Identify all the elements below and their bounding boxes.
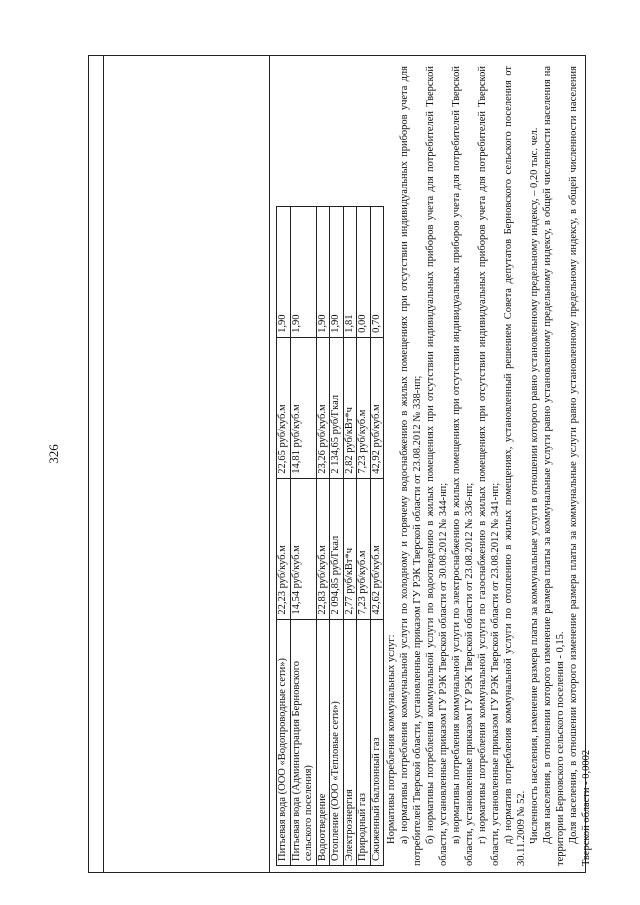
page-number: 326	[46, 444, 61, 464]
tariff-new: 23,26 руб/куб.м	[316, 337, 330, 478]
tariff-current: 22,83 руб/куб.м	[316, 478, 330, 619]
norm-paragraph-v: в) нормативы потребления коммунальной услуги по электроснабжению в жилых помещениях при отсутствии индивидуальных приборов учета для потребителей Тверской области, установленные приказом ГУ РЭК Тверской области от 23.08.2012 № 336-нп;	[451, 66, 475, 866]
service-name: Питьевая вода (ООО «Водопроводные сети»)	[277, 619, 291, 865]
service-name: Сжиженный баллонный газ	[370, 619, 384, 865]
service-name: Водоотведение	[316, 619, 330, 865]
frame-divider	[103, 56, 104, 872]
tariff-index: 1,90	[316, 207, 330, 338]
table-row	[316, 207, 330, 866]
tariff-current: 7,23 руб/куб.м	[357, 478, 371, 619]
service-name: Питьевая вода (Администрация Берновского сельского поселения)	[290, 619, 316, 865]
norms-intro: Нормативы потребления коммунальных услуг:	[386, 634, 397, 844]
tariff-current: 2,77 руб/кВт*ч	[343, 478, 357, 619]
rotated-content-area	[270, 60, 592, 870]
table-row	[343, 207, 357, 866]
norm-paragraph-g: г) нормативы потребления коммунальной услуги по газоснабжению в жилых помещениях при отсутствии индивидуальных приборов учета для потребителей Тверской области, установленные приказом ГУ РЭК Тверской области от 23.08.2012 № 341-нп;	[477, 66, 501, 866]
tariff-current: 2 094,85 руб/Гкал	[330, 478, 344, 619]
tariff-index: 0,70	[370, 207, 384, 338]
service-name: Электроэнергия	[343, 619, 357, 865]
norm-paragraph-a: а) нормативы потребления коммунальной услуги по холодному и горячему водоснабжению в жилых помещениях при отсутствии индивидуальных приборов учета для потребителей Тверской области, установленные приказом ГУ РЭК Тверской области от 23.08.2012 № 338-нп;	[399, 66, 423, 866]
share-region-paragraph: Доля населения, в отношении которого изменение размера платы за коммунальные услуги равно установленному предельному индексу, в общей численности населения Тверской области - 0,0002	[568, 66, 592, 866]
tariff-current: 42,62 руб/куб.м	[370, 478, 384, 619]
tariff-new: 7,23 руб/куб.м	[357, 337, 371, 478]
tariff-index: 0,00	[357, 207, 371, 338]
norm-paragraph-d: д) норматив потребления коммунальной услуги по отоплению в жилых помещениях, установленный решением Совета депутатов Берновского сельского поселения от 30.11.2009 № 52.	[503, 66, 527, 866]
tariff-current: 14,54 руб/куб.м	[290, 478, 316, 619]
tariff-new: 42,92 руб/куб.м	[370, 337, 384, 478]
service-name: Природный газ	[357, 619, 371, 865]
tariff-index: 1,81	[343, 207, 357, 338]
service-name: Отопление (ООО «Тепловые сети»)	[330, 619, 344, 865]
table-row	[370, 207, 384, 866]
population-paragraph: Численность населения, изменение размера платы за коммунальные услуги в отношении которого равно установленному предельному индексу, – 0,20 тыс. чел.	[529, 127, 540, 844]
document-content	[270, 60, 592, 870]
norm-paragraph-b: б) нормативы потребления коммунальной услуги по водоотведению в жилых помещениях при отсутствии индивидуальных приборов учета для потребителей Тверской области, установленные приказом ГУ РЭК Тверской области от 30.08.2012 № 344-нп;	[425, 66, 449, 866]
tariff-index: 1,90	[330, 207, 344, 338]
tariff-current: 22,23 руб/куб.м	[277, 478, 291, 619]
tariff-index: 1,90	[277, 207, 291, 338]
tariff-new: 22,65 руб/куб.м	[277, 337, 291, 478]
table-row	[330, 207, 344, 866]
tariff-new: 14,81 руб/куб.м	[290, 337, 316, 478]
share-local-paragraph: Доля населения, в отношении которого изменение размера платы за коммунальные услуги равно установленному предельному индексу, в общей численности населения на территории Берновского сельского поселения - 0,15.	[542, 66, 566, 866]
tariff-new: 2,82 руб/кВт*ч	[343, 337, 357, 478]
tariff-new: 2 134,65 руб/Гкал	[330, 337, 344, 478]
table-row	[290, 207, 316, 866]
table-row	[357, 207, 371, 866]
table-row	[277, 207, 291, 866]
tariff-index: 1,90	[290, 207, 316, 338]
tariff-table	[276, 206, 384, 866]
